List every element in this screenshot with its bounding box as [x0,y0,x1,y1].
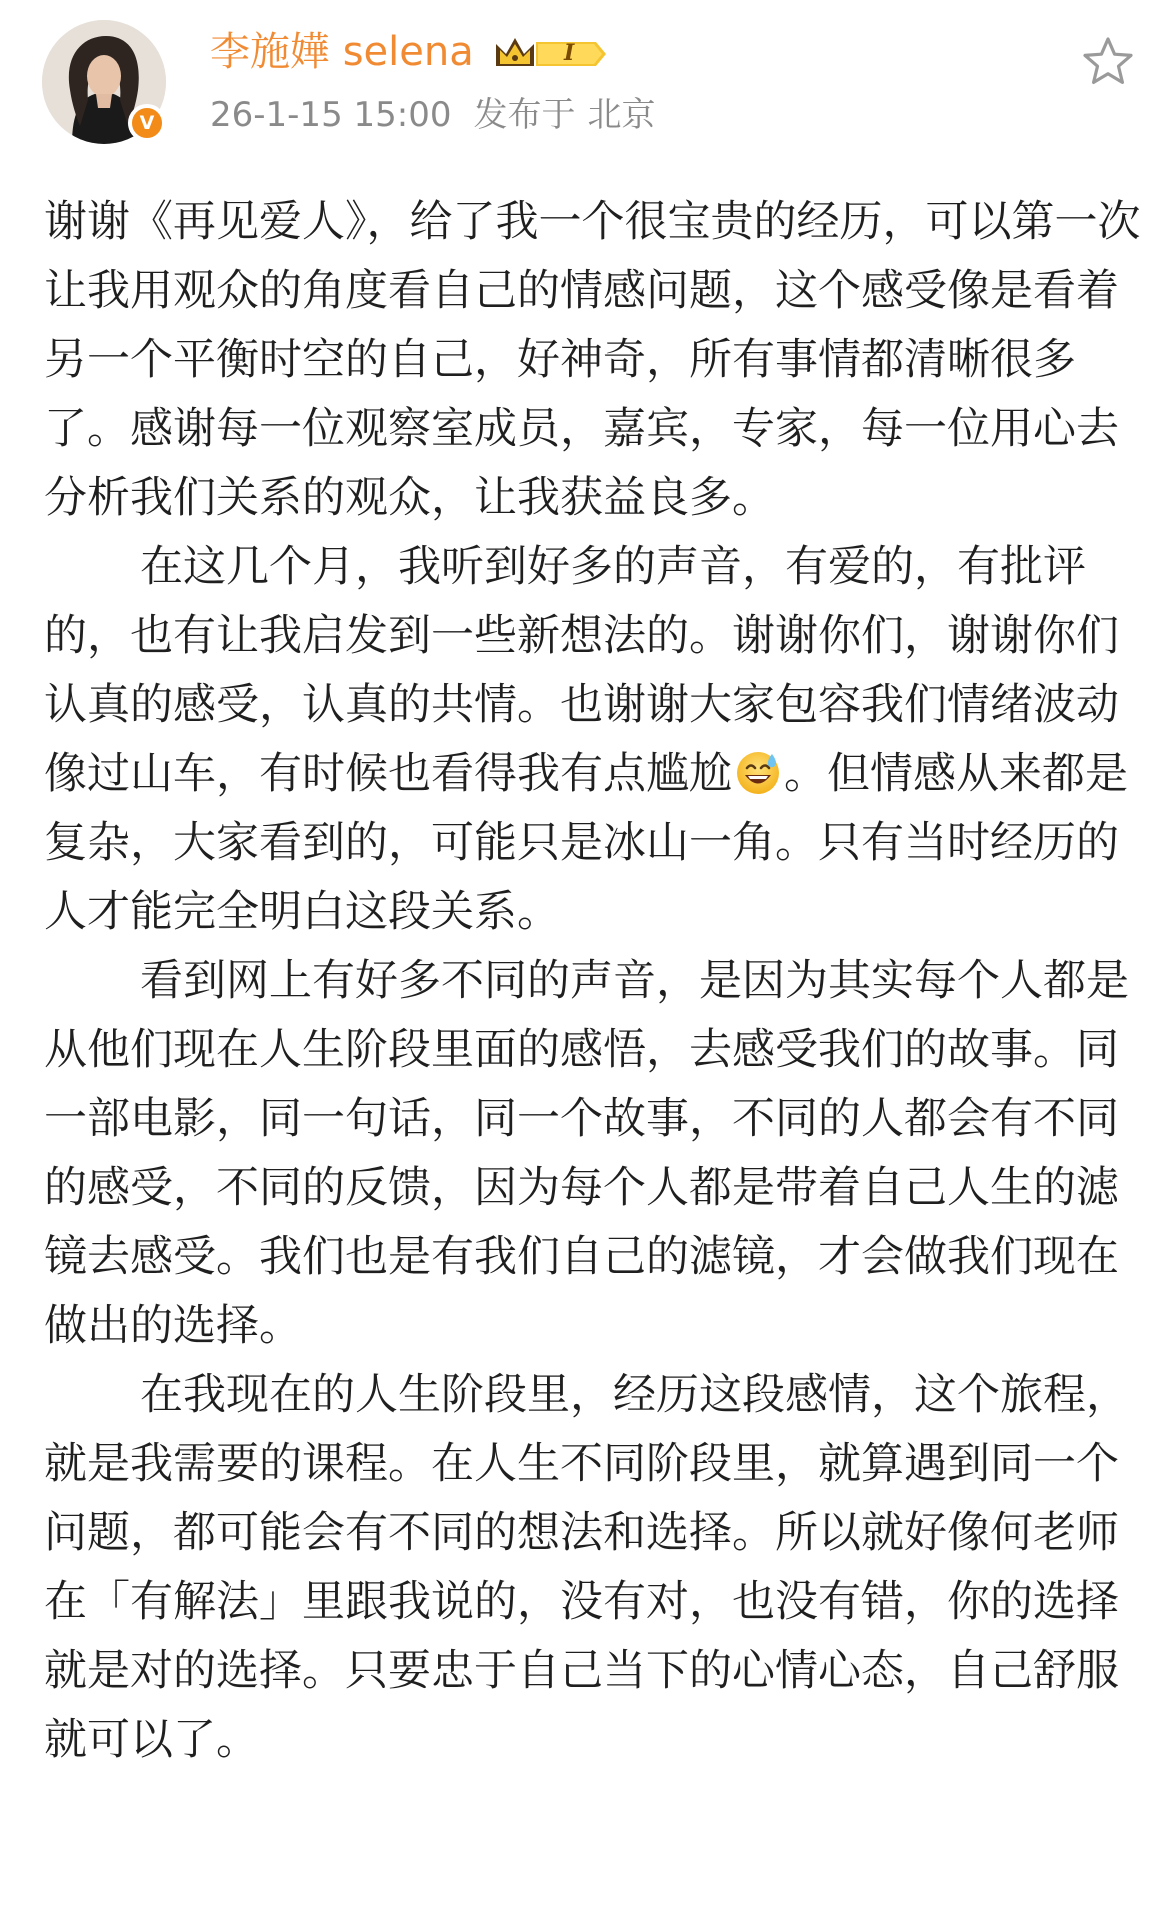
paragraph-2-text-b: 。但情感从来都是复杂，大家看到的，可能只是冰山一角。只有当时经历的人才能完全明白这段关系。 [44,749,1128,937]
post-body [44,188,1144,1775]
paragraph-2 [44,533,1144,947]
author-name[interactable]: 李施嬅 selena [210,29,474,75]
published-label: 发布于 [473,95,576,135]
post-location: 北京 [587,95,656,135]
post-header [0,0,1176,150]
crown-vip-icon[interactable] [492,34,608,74]
verified-v-icon: V [128,104,166,142]
favorite-button[interactable] [1080,34,1136,90]
paragraph-3: 看到网上有好多不同的声音，是因为其实每个人都是从他们现在人生阶段里面的感悟，去感受我们的故事。同一部电影，同一句话，同一个故事，不同的人都会有不同的感受，不同的反馈，因为每个人都是带着自己人生的滤镜去感受。我们也是有我们自己的滤镜，才会做我们现在做出的选择。 [44,956,1129,1351]
paragraph-4: 在我现在的人生阶段里，经历这段感情，这个旅程，就是我需要的课程。在人生不同阶段里，就算遇到同一个问题，都可能会有不同的想法和选择。所以就好像何老师在「有解法」里跟我说的，没有对，也没有错，你的选择就是对的选择。只要忠于自己当下的心情心态，自己舒服就可以了。 [44,1370,1129,1765]
paragraph-1: 谢谢《再见爱人》，给了我一个很宝贵的经历，可以第一次让我用观众的角度看自己的情感问题，这个感受像是看着另一个平衡时空的自己，好神奇，所有事情都清晰很多了。感谢每一位观察室成员，嘉宾，专家，每一位用心去分析我们关系的观众，让我获益良多。 [44,197,1141,523]
paragraph-2-text-a: 在这几个月，我听到好多的声音，有爱的，有批评的，也有让我启发到一些新想法的。谢谢你们，谢谢你们认真的感受，认真的共情。也谢谢大家包容我们情绪波动像过山车，有时候也看得我有点尴尬 [44,542,1119,799]
post-time: 26-1-15 15:00 [210,95,452,135]
star-outline-icon [1080,34,1136,90]
vip-level: I [564,40,575,66]
post-meta [210,92,656,138]
grinning-face-with-sweat-icon [734,748,782,796]
